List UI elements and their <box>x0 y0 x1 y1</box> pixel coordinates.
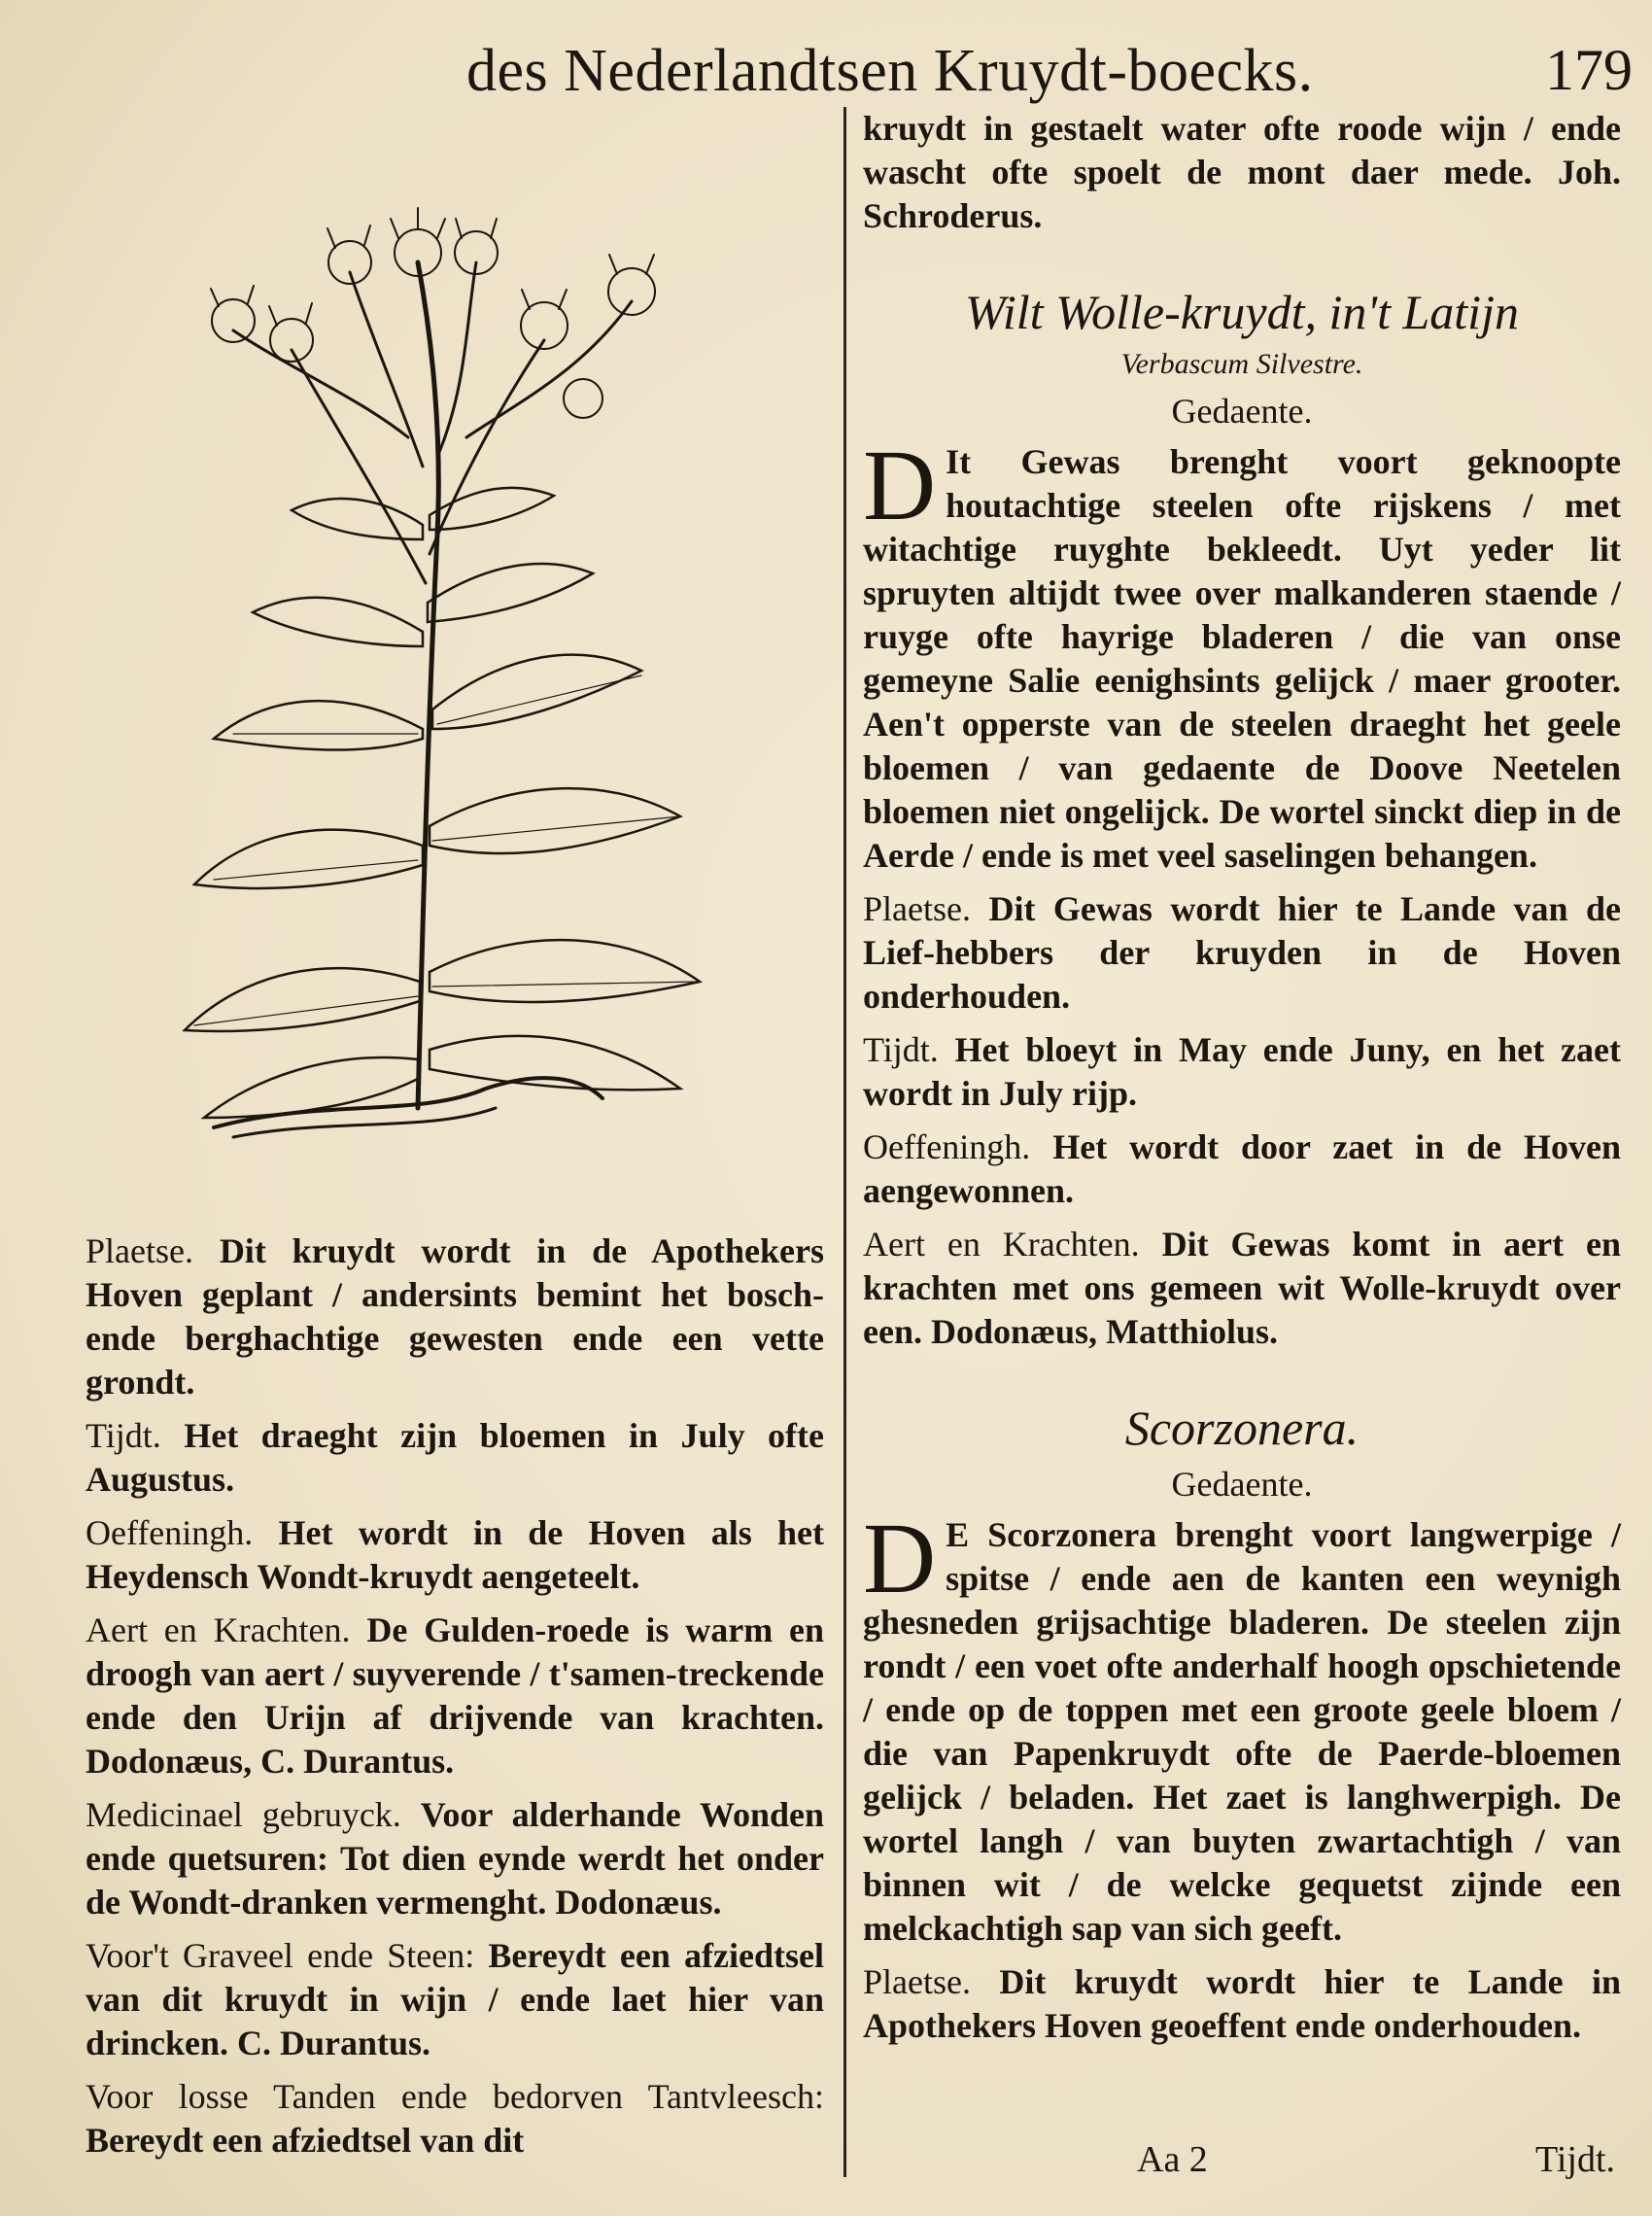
left-paragraph-2 <box>86 1414 824 1502</box>
paragraph-text: De Gulden-roede is warm en droogh van aert / suyverende / t'samen-treckende ende den Urijn af drijvende van krachten. Dodonæus, C. Durantus. <box>86 1610 825 1781</box>
paragraph-label: Voor't Graveel ende Steen: <box>86 1936 475 1975</box>
column-divider <box>843 107 846 2177</box>
right-paragraph-4 <box>863 1223 1621 1354</box>
catchword: Tijdt. <box>1535 2139 1616 2180</box>
right-paragraph-3 <box>863 1125 1621 1213</box>
right-paragraph-1 <box>863 887 1621 1019</box>
left-paragraph-3 <box>86 1511 824 1599</box>
paragraph-label: Tijdt. <box>863 1030 939 1069</box>
continued-text: kruydt in gestaelt water ofte roode wijn / ende wascht ofte spoelt de mont daer mede. Joh. Schroderus. <box>863 109 1621 235</box>
paragraph-text: Dit Gewas wordt hier te Lande van de Lief-hebbers der kruyden in de Hoven onderhouden. <box>863 889 1621 1016</box>
paragraph-text: Voor alderhande Wonden ende quetsuren: Tot dien eynde werdt het onder de Wondt-dranken vermenght. Dodonæus. <box>86 1795 825 1922</box>
paragraph-text: Bereydt een afziedtsel van dit <box>86 2121 525 2160</box>
paragraph-label: Plaetse. <box>863 1962 971 2001</box>
drop-cap: D <box>863 430 937 541</box>
drop-cap: D <box>863 1503 937 1614</box>
paragraph-label: Aert en Krachten. <box>863 1225 1140 1264</box>
paragraph-label: Voor losse Tanden ende bedorven Tantvleesch: <box>86 2077 824 2116</box>
right-paragraph-5 <box>863 1960 1621 2048</box>
left-paragraph-7 <box>86 2075 824 2163</box>
section-heading-wilt-wolle-kruydt: Wilt Wolle-kruydt, in't Latijn <box>965 285 1519 339</box>
right-paragraph-2 <box>863 1028 1621 1116</box>
paragraph-label: Medicinael gebruyck. <box>86 1795 401 1834</box>
paragraph-label: Plaetse. <box>863 889 971 928</box>
paragraph-text: Dit kruydt wordt hier te Lande in Apothekers Hoven geoeffent ende onderhouden. <box>863 1962 1622 2045</box>
right-column <box>863 107 1621 2058</box>
section2-body <box>863 1503 1621 1951</box>
gedaente-subhead: Gedaente. <box>1171 392 1313 431</box>
section1-body <box>863 430 1621 878</box>
signature-mark: Aa 2 <box>1137 2139 1208 2180</box>
left-paragraph-1 <box>86 1229 824 1404</box>
paragraph-label: Oeffeningh. <box>863 1127 1031 1166</box>
gedaente-subhead: Gedaente. <box>1171 1465 1313 1504</box>
left-paragraph-4 <box>86 1609 824 1783</box>
page-number: 179 <box>1545 38 1633 102</box>
running-title: des Nederlandtsen Kruydt-boecks. <box>466 38 1314 104</box>
paragraph-text: Dit kruydt wordt in de Apothekers Hoven geplant / andersints bemint het bosch- ende berghachtige gewesten ende een vette grondt. <box>86 1231 824 1402</box>
paragraph-text: Het bloeyt in May ende Juny, en het zaet wordt in July rijp. <box>863 1030 1621 1113</box>
left-paragraph-6 <box>86 1934 824 2065</box>
paragraph-text: Het draeght zijn bloemen in July ofte Augustus. <box>86 1416 824 1499</box>
plant-woodcut-illustration <box>175 146 777 1195</box>
paragraph-label: Aert en Krachten. <box>86 1610 351 1649</box>
paragraph-label: Tijdt. <box>86 1416 161 1455</box>
latin-name: Verbascum Silvestre. <box>1120 348 1363 380</box>
paragraph-text: Dit Gewas komt in aert en krachten met ons gemeen wit Wolle-kruydt over een. Dodonæus, Matthiolus. <box>863 1225 1622 1351</box>
left-paragraph-5 <box>86 1793 824 1924</box>
paragraph-label: Plaetse. <box>86 1231 193 1270</box>
left-column <box>86 1229 824 2172</box>
section-heading-scorzonera: Scorzonera. <box>1124 1401 1359 1455</box>
paragraph-text: Het wordt door zaet in de Hoven aengewonnen. <box>863 1127 1621 1210</box>
body-text: E Scorzonera brenght voort langwerpige / spitse / ende aen de kanten een weynigh ghesneden grijsachtige bladeren. De steelen zijn rondt / een voet ofte anderhalf hoogh opschietende / ende op de toppen met een groote geele bloem / die van Papenkruydt ofte de Paerde-bloemen gelijck / beladen. Het zaet is langhwerpigh. De wortel langh / van buyten zwartachtigh / van binnen wit / de welcke gequetst zijnde een melckachtigh sap van sich geeft. <box>863 1515 1621 1948</box>
paragraph-label: Oeffeningh. <box>86 1513 254 1552</box>
body-text: It Gewas brenght voort geknoopte houtachtige steelen ofte rijskens / met witachtige ruyghte bekleedt. Uyt yeder lit spruyten altijdt twee over malkanderen staende / ruyge ofte hayrige bladeren / die van onse gemeyne Salie eenighsints gelijck / maer grooter. Aen't opperste van de steelen draeght het geele bloemen / van gedaente de Doove Neetelen bloemen niet ongelijck. De wortel sinckt diep in de Aerde / ende is met veel saselingen behangen. <box>863 442 1621 875</box>
paragraph-text: Bereydt een afziedtsel van dit kruydt in wijn / ende laet hier van drincken. C. Durantus. <box>86 1936 825 2062</box>
running-header <box>466 27 1633 105</box>
paragraph-text: Het wordt in de Hoven als het Heydensch Wondt-kruydt aengeteelt. <box>86 1513 825 1596</box>
